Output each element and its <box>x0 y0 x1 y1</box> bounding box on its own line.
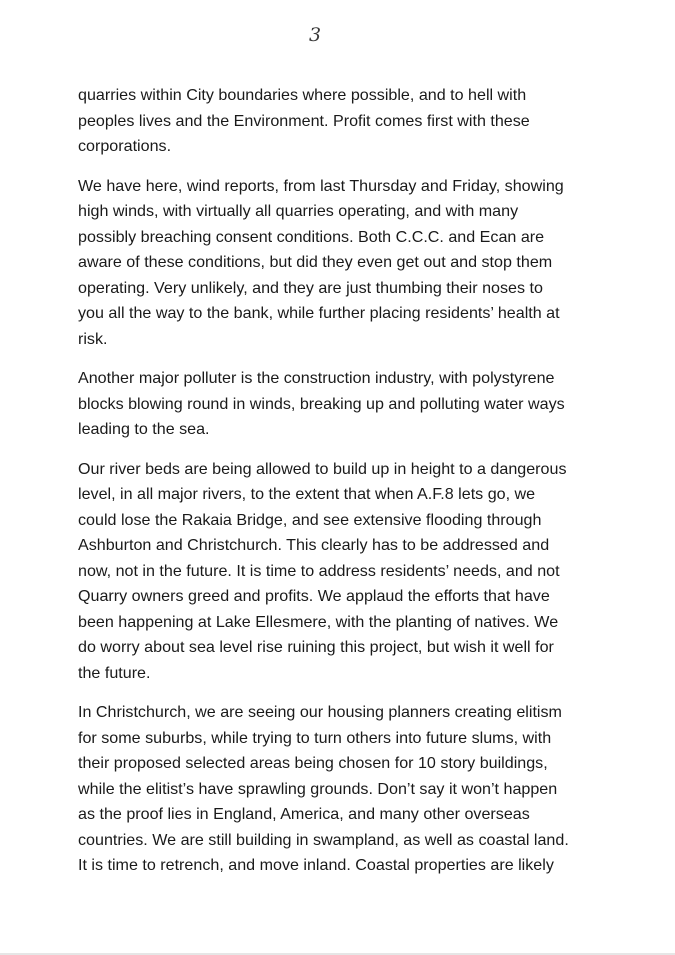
paragraph-wind-reports: We have here, wind reports, from last Thursday and Friday, showing high winds, with virtually all quarries operating, and with many possibly breaching consent conditions. Both C.C.C. and Ecan are aware of these conditions, but did they even get out and stop them operating. Very unlikely, and they are just thumbing their noses to you all the way to the bank, while further placing residents’ health at risk. <box>78 176 564 348</box>
paragraph-quarries: quarries within City boundaries where possible, and to hell with peoples lives and the Environment. Profit comes first with these corporations. <box>78 86 530 155</box>
body-text <box>78 83 598 893</box>
paragraph-river-beds: Our river beds are being allowed to build up in height to a dangerous level, in all major rivers, to the extent that when A.F.8 lets go, we could lose the Rakaia Bridge, and see extensive flooding through Ashburton and Christchurch. This clearly has to be addressed and now, not in the future. It is time to address residents’ needs, and not Quarry owners greed and profits. We applaud the efforts that have been happening at Lake Ellesmere, with the planting of natives. We do worry about sea level rise ruining this project, but wish it well for the future. <box>78 459 567 682</box>
paragraph-housing-planners: In Christchurch, we are seeing our housing planners creating elitism for some suburbs, while trying to turn others into future slums, with their proposed selected areas being chosen for 10 story buildings, while the elitist’s have sprawling grounds. Don’t say it won’t happen as the proof lies in England, America, and many other overseas countries. We are still building in swampland, as well as coastal land. It is time to retrench, and move inland. Coastal properties are likely <box>78 703 569 874</box>
page-number: 3 <box>308 24 322 46</box>
paragraph-construction-polluter: Another major polluter is the construction industry, with polystyrene blocks blowing round in winds, breaking up and polluting water ways leading to the sea. <box>78 369 565 438</box>
